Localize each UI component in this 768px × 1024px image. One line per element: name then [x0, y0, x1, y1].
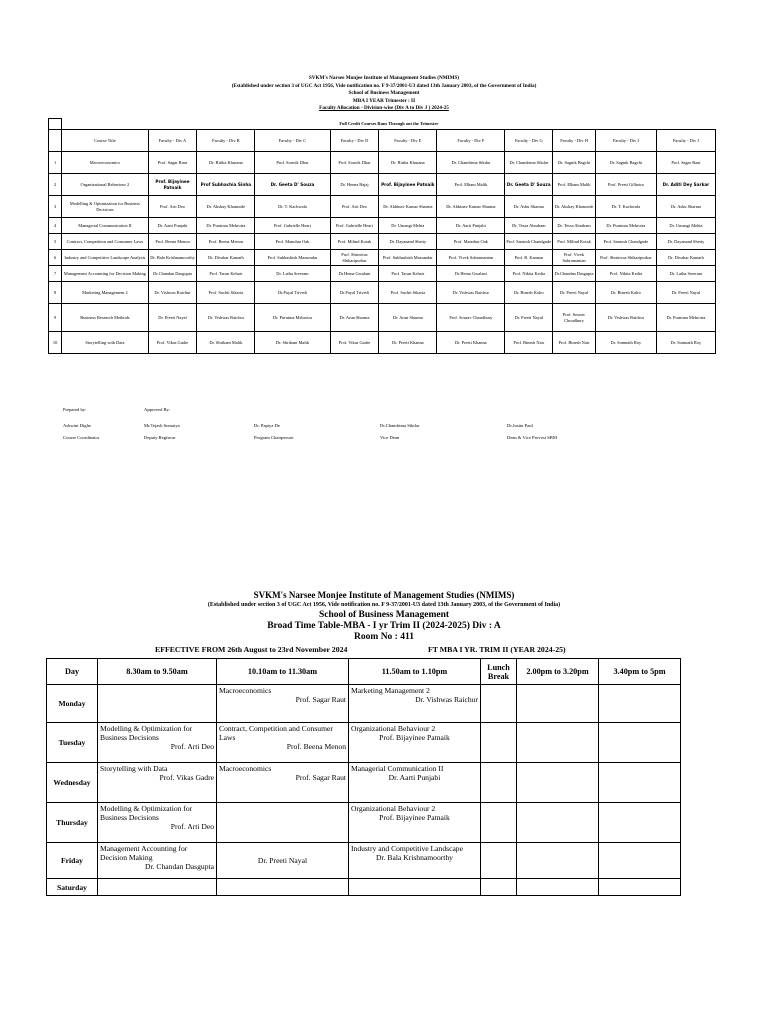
slot-course: Organizational Behaviour 2: [351, 804, 436, 813]
column-header: Faculty - Div G: [505, 130, 553, 152]
timetable-slot: [98, 879, 217, 896]
empty-slot: [599, 803, 681, 843]
faculty-cell: Prof. Tarun Kehair: [379, 266, 437, 282]
faculty-cell: Prof. Elham Malik: [553, 174, 596, 196]
table-row: [49, 332, 716, 354]
row-number: 4: [49, 218, 62, 234]
faculty-cell: Dr. Binesh Kalro: [505, 282, 553, 304]
slot-faculty: Dr. Preeti Nayal: [257, 856, 308, 865]
faculty-cell: Prof Subhachia Sinha: [197, 174, 255, 196]
empty-slot: [481, 803, 517, 843]
day-label: Monday: [47, 685, 98, 723]
row-number: 9: [49, 304, 62, 332]
faculty-cell: Prof. Manohar Oak: [255, 234, 330, 250]
slot-faculty: Prof. Beena Menon: [286, 742, 346, 751]
faculty-cell: Dr. Ashu Sharma: [656, 196, 715, 218]
timetable-row: [47, 879, 681, 896]
timetable-row: [47, 843, 681, 879]
faculty-cell: Prof. Arti Deo: [330, 196, 379, 218]
faculty-cell: Prof. Sagar Raut: [148, 152, 197, 174]
faculty-cell: Dr. Akshay Khanzode: [553, 196, 596, 218]
table-row: [49, 266, 716, 282]
program-line: MBA I YEAR Trimester : II: [352, 97, 416, 104]
faculty-cell: Dr. T. Kachwala: [255, 196, 330, 218]
slot-header: 11.50am to 1.10pm: [349, 659, 481, 685]
faculty-cell: Prof. Vikas Gadre: [330, 332, 379, 354]
row-number: 6: [49, 250, 62, 266]
faculty-cell: Dr. Sagnik Bagchi: [595, 152, 656, 174]
column-header: Faculty - Div A: [148, 130, 197, 152]
faculty-cell: Prof. Souvik Dhar: [330, 152, 379, 174]
day-header: Day: [47, 659, 98, 685]
slot-header: 3.40pm to 5pm: [599, 659, 681, 685]
column-header: [49, 130, 62, 152]
timetable-slot: [217, 763, 349, 803]
effective-dates: EFFECTIVE FROM 26th August to 23rd November 2024: [155, 645, 348, 654]
slot-faculty: Dr. Vishwas Raichur: [415, 695, 478, 704]
slot-course: Modelling & Optimization for Business Decisions: [100, 804, 193, 822]
school-name: School of Business Management: [348, 90, 420, 97]
table-row: [49, 174, 716, 196]
column-header: Faculty - Div D: [330, 130, 379, 152]
course-title: Managerial Communication II: [62, 218, 148, 234]
timetable-slot: [98, 763, 217, 803]
timetable-slot: [98, 803, 217, 843]
faculty-cell: Dr. Vishwas Raichur: [437, 282, 505, 304]
signatory-role: Vice Dean: [380, 435, 400, 440]
establishment-note: (Established under section 3 of UGC Act 1956, Vide notification no. F 9-37/2001-U3 dated 13th January 2003, of the Government of India): [231, 82, 537, 89]
faculty-cell: Dr. Tessa Abraham: [505, 218, 553, 234]
faculty-cell: Dr. Chandrima Sikdar: [437, 152, 505, 174]
empty-slot: [599, 879, 681, 896]
faculty-cell: Dr. Umangi Mehta: [656, 218, 715, 234]
slot-faculty: Dr. Chandan Dasgupta: [145, 862, 214, 871]
faculty-cell: Prof. Arti Deo: [148, 196, 197, 218]
faculty-cell: Prof. Gabrielle Heart: [255, 218, 330, 234]
row-number: 1: [49, 152, 62, 174]
faculty-cell: Dr. T. Kachwala: [595, 196, 656, 218]
broad-timetable: [46, 658, 681, 896]
slot-course: Industry and Competitive Landscape: [351, 844, 463, 853]
timetable-slot: [349, 879, 481, 896]
faculty-cell: Prof. Sagar Raut: [656, 152, 715, 174]
slot-course: Management Accounting for Decision Making: [100, 844, 188, 862]
institute-name: SVKM's Narsee Monjee Institute of Management Studies (NMIMS): [308, 75, 460, 81]
timetable-slot: [98, 843, 217, 879]
faculty-cell: Prof. Nikita Kedia: [595, 266, 656, 282]
course-title: Management Accounting for Decision Making: [62, 266, 148, 282]
faculty-cell: Prof. Suchit Sikaria: [197, 282, 255, 304]
faculty-cell: Dr. Geeta D' Souza: [255, 174, 330, 196]
timetable-slot: [217, 723, 349, 763]
column-header: Faculty - Div F: [437, 130, 505, 152]
allocation-title: Faculty Allocation - Division-wise (Div A to Div J ) 2024-25: [319, 105, 449, 112]
course-title: Contract, Competition and Consumer Laws: [62, 234, 148, 250]
table-row: [49, 218, 716, 234]
timetable-slot: [217, 879, 349, 896]
faculty-cell: Dr. Preeti Nayal: [505, 304, 553, 332]
faculty-allocation-table: [48, 118, 716, 354]
faculty-cell: Dr. Heena Bajaj: [330, 174, 379, 196]
column-header: Faculty - Div B: [197, 130, 255, 152]
faculty-cell: Dr. Vishwas Raichur: [148, 282, 197, 304]
faculty-cell: Dr. Purnima Mehrotra: [255, 304, 330, 332]
course-title: Business Research Methods: [62, 304, 148, 332]
faculty-cell: Dr. Dayanand Shetty: [656, 234, 715, 250]
faculty-cell: Dr.Payal Trivedi: [330, 282, 379, 304]
timetable-slot: [349, 803, 481, 843]
corner-cell: [49, 119, 62, 130]
slot-course: Managerial Communication II: [351, 764, 444, 773]
empty-slot: [599, 843, 681, 879]
empty-slot: [517, 685, 599, 723]
timetable-slot: [98, 685, 217, 723]
slot-faculty: Prof. Arti Deo: [170, 742, 214, 751]
room-number: Room No : 411: [354, 632, 414, 642]
day-label: Tuesday: [47, 723, 98, 763]
empty-slot: [599, 763, 681, 803]
slot-header: Lunch Break: [481, 659, 517, 685]
prepared-by-label: Prepared by:: [63, 407, 87, 412]
timetable-school-name: School of Business Management: [318, 610, 450, 620]
faculty-cell: Prof. Milind Kotak: [553, 234, 596, 250]
faculty-cell: Prof. Elham Malik: [437, 174, 505, 196]
empty-slot: [517, 879, 599, 896]
row-number: 10: [49, 332, 62, 354]
slot-faculty: Prof. Bijayinee Patnaik: [379, 733, 450, 742]
faculty-cell: Prof. Beena Menon: [197, 234, 255, 250]
faculty-cell: Dr. Purnima Mehrotra: [595, 218, 656, 234]
faculty-cell: Dr.Chandan Dasgupta: [553, 266, 596, 282]
day-label: Friday: [47, 843, 98, 879]
empty-slot: [481, 723, 517, 763]
faculty-cell: Dr.Payal Trivedi: [255, 282, 330, 304]
faculty-cell: Prof. Nikita Kedia: [505, 266, 553, 282]
empty-slot: [517, 763, 599, 803]
timetable-establishment-note: (Established under section 3 of UGC Act 1956, Vide notification no. F 9-37/2001-U3 dated 13th January 2003, of the Government of India): [207, 602, 561, 608]
slot-course: Macroeconomics: [219, 686, 272, 695]
signatory-name: Dr.Justin Paul: [507, 423, 533, 428]
slot-header: 8.30am to 9.50am: [98, 659, 217, 685]
empty-slot: [481, 843, 517, 879]
column-header: Faculty - Div I: [595, 130, 656, 152]
empty-slot: [517, 723, 599, 763]
faculty-cell: Prof. Subhashish Mazumdar: [379, 250, 437, 266]
empty-slot: [481, 685, 517, 723]
empty-slot: [481, 879, 517, 896]
timetable-slot: [349, 723, 481, 763]
row-number: 3: [49, 196, 62, 218]
faculty-cell: Dr. Somnath Roy: [656, 332, 715, 354]
timetable-slot: [349, 843, 481, 879]
course-title: Storytelling with Data: [62, 332, 148, 354]
faculty-cell: Dr. Preeti Khanna: [379, 332, 437, 354]
column-header: Faculty - Div J: [656, 130, 715, 152]
slot-faculty: Prof. Bijayinee Patnaik: [379, 813, 450, 822]
course-title: Macroeconomics: [62, 152, 148, 174]
faculty-cell: Dr. Somnath Roy: [595, 332, 656, 354]
slot-faculty: Prof. Arti Deo: [170, 822, 214, 831]
faculty-cell: Dr. Abhinav Kumar Sharma: [437, 196, 505, 218]
slot-faculty: Prof. Vikas Gadre: [159, 773, 214, 782]
course-title: Modelling & Optimization for Business Decisions: [62, 196, 148, 218]
timetable-row: [47, 685, 681, 723]
faculty-cell: Dr. Chandrima Sikdar: [505, 152, 553, 174]
faculty-cell: Dr. Latha Sreeram: [656, 266, 715, 282]
faculty-cell: Dr. Divakar Kamath: [656, 250, 715, 266]
slot-faculty: Prof. Sagar Raut: [295, 695, 346, 704]
faculty-cell: Dr. Latha Sreeram: [255, 266, 330, 282]
faculty-cell: Dr. Purnima Mehrotra: [197, 218, 255, 234]
faculty-cell: Dr. Vishwas Raichur: [595, 304, 656, 332]
faculty-cell: Prof. Shrinivas Shikaripurkar: [595, 250, 656, 266]
timetable-institute-name: SVKM's Narsee Monjee Institute of Management Studies (NMIMS): [253, 590, 515, 600]
faculty-cell: Dr. Preeti Nayal: [148, 304, 197, 332]
day-label: Wednesday: [47, 763, 98, 803]
signatory-role: Deputy Registrar: [144, 435, 176, 440]
timetable-slot: [217, 685, 349, 723]
faculty-cell: Dr. Akshay Khanzode: [197, 196, 255, 218]
faculty-cell: Prof. R. Kannan: [505, 250, 553, 266]
faculty-cell: Dr. Dayanand Shetty: [379, 234, 437, 250]
faculty-cell: Prof. Vivek Subramanian: [553, 250, 596, 266]
slot-course: Marketing Management 2: [351, 686, 430, 695]
table-row: [49, 282, 716, 304]
faculty-cell: Dr. Aditi Dey Sarkar: [656, 174, 715, 196]
timetable-slot: [98, 723, 217, 763]
timetable-row: [47, 803, 681, 843]
table-row: [49, 152, 716, 174]
empty-slot: [517, 803, 599, 843]
faculty-cell: Prof. Tarun Kehair: [197, 266, 255, 282]
faculty-cell: Prof. Bijayinee Patnaik: [379, 174, 437, 196]
column-header: Faculty - Div H: [553, 130, 596, 152]
faculty-cell: Prof. Sourav Choudhury: [437, 304, 505, 332]
slot-header: 10.10am to 11.30am: [217, 659, 349, 685]
empty-slot: [517, 843, 599, 879]
signatory-name: Dr.Chandrima Sikdar: [380, 423, 420, 428]
timetable-row: [47, 763, 681, 803]
slot-faculty: Prof. Sagar Raut: [295, 773, 346, 782]
faculty-cell: Prof. Beena Menon: [148, 234, 197, 250]
timetable-title: Broad Time Table-MBA - I yr Trim II (2024-2025) Div : A: [267, 621, 501, 631]
program-year: FT MBA I YR. TRIM II (YEAR 2024-25): [428, 645, 566, 654]
faculty-cell: Dr. Aarti Punjabi: [437, 218, 505, 234]
faculty-cell: Dr. Vishwas Raichur: [197, 304, 255, 332]
faculty-cell: Dr. Sagnik Bagchi: [553, 152, 596, 174]
faculty-cell: Dr.Hema Gwalani: [437, 266, 505, 282]
table-row: [49, 196, 716, 218]
faculty-cell: Prof. Santosh Chandgude: [595, 234, 656, 250]
signatory-role: Course Coordinator: [63, 435, 100, 440]
timetable-slot: [217, 843, 349, 879]
timetable-header: [0, 590, 768, 643]
faculty-cell: Prof. Souvik Dhar: [255, 152, 330, 174]
faculty-cell: Dr. Preeti Nayal: [656, 282, 715, 304]
faculty-cell: Dr. Bala Krishnamoorthy: [148, 250, 197, 266]
full-credit-note: Full Credit Courses Runs Through out the Trimester: [62, 119, 716, 130]
faculty-cell: Dr. Shrikant Malik: [255, 332, 330, 354]
faculty-allocation-table-wrap: [48, 118, 716, 354]
timetable-slot: [349, 685, 481, 723]
slot-faculty: Dr. Bala Krishnamoorthy: [376, 853, 453, 862]
faculty-cell: Prof. Preeti Gilhotra: [595, 174, 656, 196]
faculty-cell: Prof. Milind Kotak: [330, 234, 379, 250]
slot-course: Organizational Behaviour 2: [351, 724, 436, 733]
slot-course: Storytelling with Data: [100, 764, 168, 773]
faculty-cell: Dr. Divakar Kamath: [197, 250, 255, 266]
faculty-cell: Dr. Preeti Nayal: [553, 282, 596, 304]
timetable-slot: [349, 763, 481, 803]
slot-course: Contract, Competition and Consumer Laws: [219, 724, 333, 742]
faculty-cell: Prof. Manohar Oak: [437, 234, 505, 250]
slot-course: Macroeconomics: [219, 764, 272, 773]
signatory-name: Mr.Tejash Somaiya: [144, 423, 180, 428]
empty-slot: [599, 685, 681, 723]
faculty-cell: Dr. Preeti Khanna: [437, 332, 505, 354]
faculty-cell: Prof. Shrinivas Shikaripurkar: [330, 250, 379, 266]
faculty-cell: Dr.Hema Gwalani: [330, 266, 379, 282]
row-number: 7: [49, 266, 62, 282]
faculty-cell: Prof. Vikas Gadre: [148, 332, 197, 354]
faculty-cell: Dr. Tessa Abraham: [553, 218, 596, 234]
faculty-cell: Dr. Ritika Khurana: [379, 152, 437, 174]
faculty-cell: Prof. Bijayinee Patnaik: [148, 174, 197, 196]
faculty-cell: Prof. Suchit Sikaria: [379, 282, 437, 304]
slot-header: 2.00pm to 3.20pm: [517, 659, 599, 685]
faculty-cell: Dr. Binesh Kalro: [595, 282, 656, 304]
row-number: 5: [49, 234, 62, 250]
faculty-cell: Dr. Shrikant Malik: [197, 332, 255, 354]
faculty-cell: Prof. Gabrielle Heart: [330, 218, 379, 234]
course-title: Organizational Behaviour 2: [62, 174, 148, 196]
faculty-cell: Dr. Purnima Mehrotra: [656, 304, 715, 332]
faculty-cell: Dr. Ashu Sharma: [505, 196, 553, 218]
faculty-cell: Dr. Abhinav Kumar Sharma: [379, 196, 437, 218]
slot-course: Modelling & Optimization for Business Decisions: [100, 724, 193, 742]
day-label: Thursday: [47, 803, 98, 843]
column-header: Faculty - Div C: [255, 130, 330, 152]
faculty-cell: Prof. Santosh Chandgude: [505, 234, 553, 250]
empty-slot: [599, 723, 681, 763]
faculty-cell: Dr. Ritika Khurana: [197, 152, 255, 174]
faculty-cell: Prof. Sourav Choudhury: [553, 304, 596, 332]
slot-faculty: Dr. Aarti Punjabi: [388, 773, 441, 782]
faculty-cell: Dr. Aarti Punjabi: [148, 218, 197, 234]
faculty-cell: Dr. Arun Sharma: [379, 304, 437, 332]
signatory-name: Ashwini Dighe: [63, 423, 91, 428]
faculty-cell: Dr.Chandan Dasgupta: [148, 266, 197, 282]
faculty-cell: Dr. Geeta D' Souza: [505, 174, 553, 196]
table-row: [49, 234, 716, 250]
faculty-allocation-header: [0, 75, 768, 113]
empty-slot: [481, 763, 517, 803]
column-header: Faculty - Div E: [379, 130, 437, 152]
faculty-cell: Dr. Arun Sharma: [330, 304, 379, 332]
approved-by-label: Approved By:: [144, 407, 171, 412]
faculty-cell: Prof. Binesh Nair: [505, 332, 553, 354]
timetable-slot: [217, 803, 349, 843]
timetable-row: [47, 723, 681, 763]
course-title: Industry and Competitive Landscape Analysis: [62, 250, 148, 266]
faculty-cell: Dr. Umangi Mehta: [379, 218, 437, 234]
row-number: 2: [49, 174, 62, 196]
signatory-name: Dr. Papiya De: [254, 423, 280, 428]
faculty-cell: Prof. Subhashish Mazumdar: [255, 250, 330, 266]
table-row: [49, 250, 716, 266]
faculty-cell: Prof. Binesh Nair: [553, 332, 596, 354]
course-title: Marketing Management 2: [62, 282, 148, 304]
day-label: Saturday: [47, 879, 98, 896]
signatory-role: Dean & Vice Provost SBM: [507, 435, 557, 440]
column-header: Course Title: [62, 130, 148, 152]
table-row: [49, 304, 716, 332]
row-number: 8: [49, 282, 62, 304]
faculty-cell: Prof. Vivek Subramanian: [437, 250, 505, 266]
signatory-role: Program Chairperson: [254, 435, 294, 440]
